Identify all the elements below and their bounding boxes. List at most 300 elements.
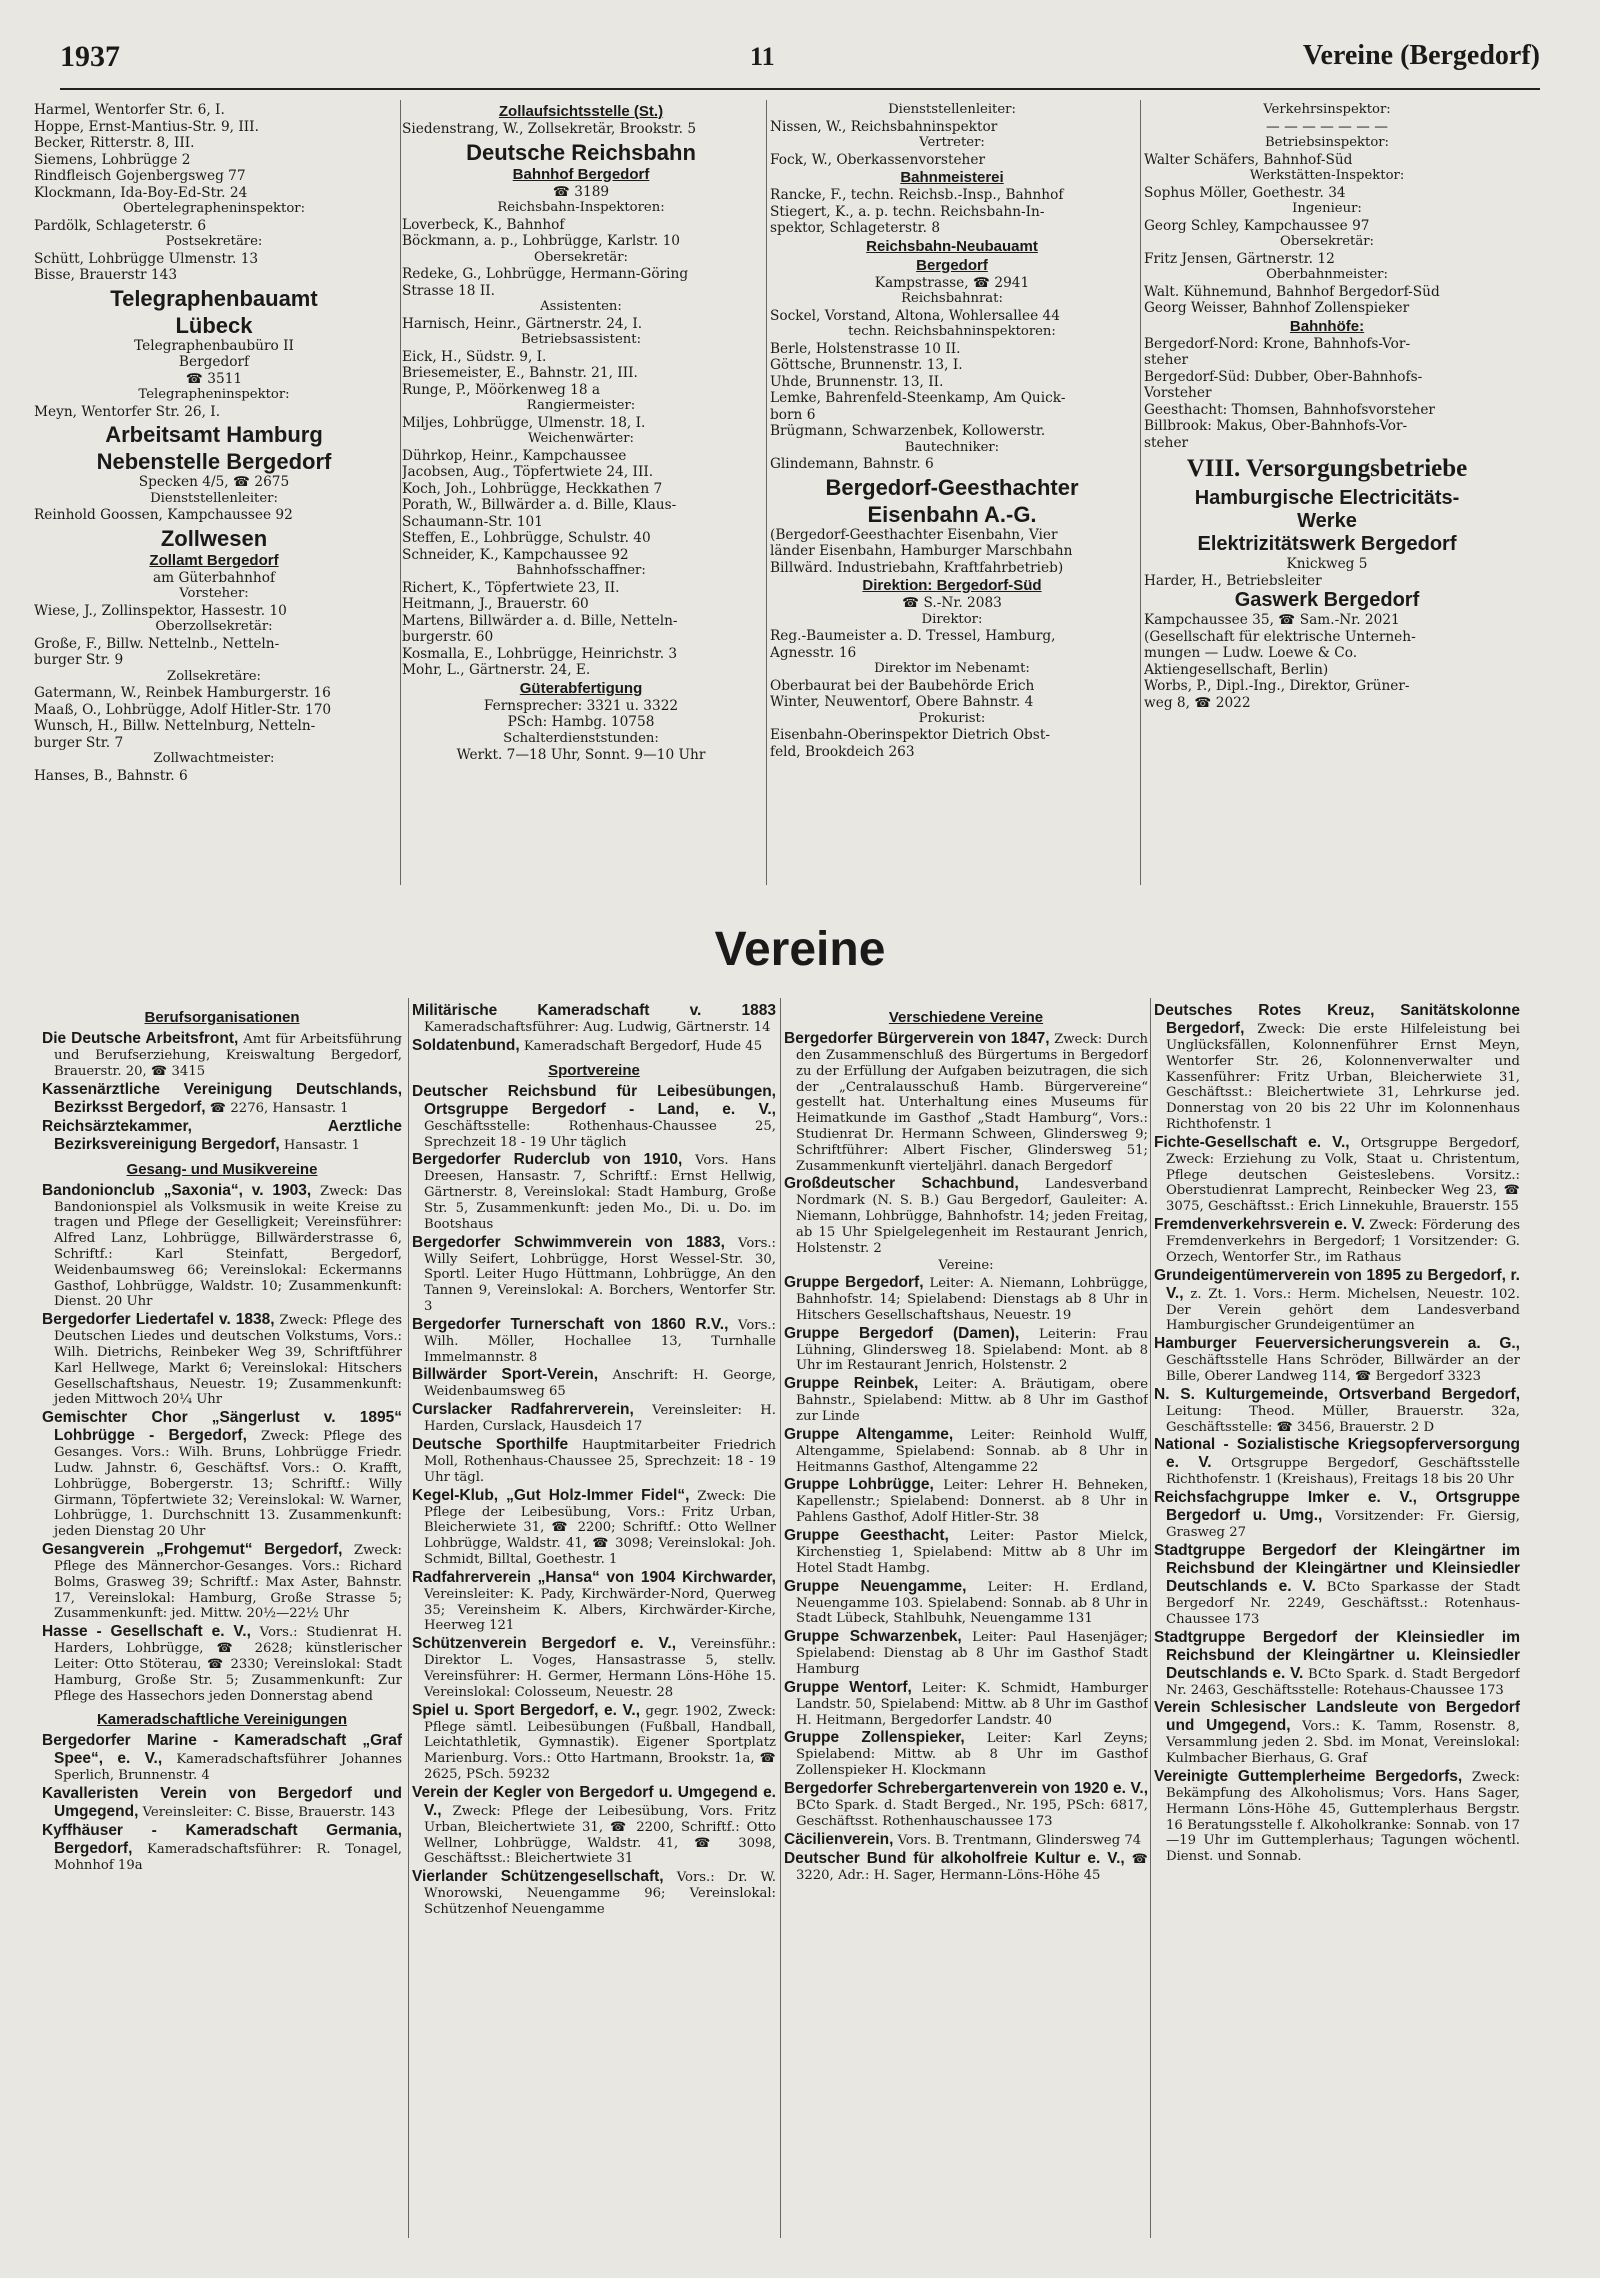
association-entry	[1154, 1335, 1520, 1385]
association-name: Gesangverein „Frohgemut“ Bergedorf,	[42, 1540, 343, 1558]
association-entry	[412, 1083, 776, 1151]
listing-line: Walt. Kühnemund, Bahnhof Bergedorf-Süd	[1144, 283, 1440, 300]
association-name: Reichsfachgruppe Imker e. V., Ortsgruppe Bergedorf u. Umg.,	[1154, 1489, 1520, 1525]
association-details: ☎ 2276, Hansastr. 1	[205, 1100, 349, 1116]
listing-line: Hoppe, Ernst-Mantius-Str. 9, III.	[34, 118, 259, 135]
role-label: Schalterdienststunden:	[503, 730, 659, 746]
association-entry	[412, 1868, 776, 1918]
role-label: Betriebsassistent:	[520, 332, 642, 347]
listing-line: (Bergedorf-Geesthachter Eisenbahn, Vier	[770, 526, 1058, 543]
listing-line: burger Str. 9	[34, 652, 124, 668]
association-details: Vors.: Wilh. Möller, Hochallee 13, Turnhalle Immelmannstr. 8	[424, 1317, 776, 1365]
association-name: Bergedorfer Turnerschaft von 1860 R.V.,	[412, 1315, 729, 1333]
role-label: Vertreter:	[919, 135, 985, 150]
listing-line: Bisse, Brauerstr 143	[34, 267, 178, 283]
listing-line: Nissen, W., Reichsbahninspektor	[770, 118, 998, 135]
association-name: Soldatenbund,	[412, 1036, 520, 1054]
association-details: Zweck: Pflege der Leibesübung, Vors. Fritz Urban, Bleichertwiete 31, ☎ 2200, Schriftf.: Otto Wellner, Lohbrügge, Waldstr. 41, ☎ 3098, Geschäftsst.: Bleichertwiete 31	[424, 1803, 776, 1867]
category-heading: Gesang- und Musikvereine	[126, 1160, 318, 1178]
listing-line: Pardölk, Schlageterstr. 6	[34, 217, 207, 234]
role-label: Reichsbahnrat:	[901, 291, 1003, 306]
listing-line: spektor, Schlageterstr. 8	[770, 220, 941, 236]
listing-line: Oberbaurat bei der Baubehörde Erich	[770, 677, 1035, 694]
association-details: Leiter: Lehrer H. Behneken, Kapellenstr.; Spielabend: Donnerst. ab 8 Uhr in Pahlens Gasthof, Adolf Hitler-Str. 38	[796, 1478, 1148, 1526]
association-details: Hauptmitarbeiter Friedrich Moll, Rothenhaus-Chaussee 25, Sprechzeit: 18 - 19 Uhr tägl.	[424, 1437, 776, 1485]
association-details: Vereinsleiter: H. Harden, Curslack, Hausdeich 17	[424, 1403, 776, 1435]
role-label: Bautechniker:	[904, 439, 1000, 455]
association-entry	[42, 1118, 402, 1154]
association-entry	[42, 1182, 402, 1311]
association-name: Hasse - Gesellschaft e. V.,	[42, 1623, 251, 1641]
listing-line: Geesthacht: Thomsen, Bahnhofsvorsteher	[1144, 401, 1435, 418]
association-entry	[412, 1037, 776, 1055]
association-name: Deutsches Rotes Kreuz, Sanitätskolonne Bergedorf,	[1154, 1002, 1520, 1037]
association-details: Zweck: Pflege des Gesanges. Vors.: Wilh. Bruns, Lohbrügge Friedr. Ludw. Jahnstr. 6, Geschäftsf. Vors.: O. Krafft, Lohbrügge, Bobergerstr. 13; Schriftf.: Willy Girmann, Töpfertwiete 32; Vereinslokal: W. Warner, Lohbrügge, 1. Durchschnitt 13. Zusammenkunft: jeden Dienstag 20 Uhr	[54, 1429, 402, 1540]
listing-line: Heitmann, J., Brauerstr. 60	[402, 596, 589, 612]
listing-line: Jacobsen, Aug., Töpfertwiete 24, III.	[402, 464, 654, 480]
office-heading: Reichsbahn-Neubauamt	[866, 237, 1038, 255]
role-label: Werkstätten-Inspektor:	[1249, 168, 1405, 183]
listing-line: Worbs, P., Dipl.-Ing., Direktor, Grüner-	[1144, 678, 1410, 694]
listing-line: burgerstr. 60	[402, 629, 494, 645]
vereine-column-1	[42, 1002, 402, 2242]
section-heading: Deutsche Reichsbahn	[466, 139, 696, 165]
association-name: Deutsche Sporthilfe	[412, 1435, 569, 1453]
association-details: ☎ 3220, Adr.: H. Sager, Hermann-Löns-Höhe 45	[796, 1851, 1148, 1883]
role-label: Postsekretäre:	[165, 234, 263, 249]
centered-info: Bergedorf	[178, 354, 250, 370]
association-details: Zweck: Förderung des Fremdenverkehrs in Bergedorf; 1 Vorsitzender: G. Orzech, Wentorfer Str., im Rathaus	[1166, 1217, 1520, 1265]
association-details: Ortsgruppe Bergedorf, Zweck: Erziehung zu Volk, Staat u. Christentum, Pflege deutschen Geisteslebens. Vorsitz.: Oberstudienrat Lamprecht, Reinbecker Weg 23, ☎ 3075, Geschäftsst.: Erich Linnekuhle, Brauerstr. 155	[1166, 1135, 1520, 1215]
association-details: Amt für Arbeitsführung und Berufserziehung, Kreiswaltung Bergedorf, Brauerstr. 20, ☎ 3415	[54, 1032, 402, 1079]
category-heading: Sportvereine	[548, 1061, 640, 1079]
association-name: Bergedorfer Bürgerverein von 1847,	[784, 1030, 1050, 1047]
listing-line: steher	[1144, 434, 1189, 451]
office-heading: Bahnhof Bergedorf	[512, 165, 650, 183]
association-entry	[412, 1569, 776, 1634]
association-details: Geschäftsstelle: Rothenhaus-Chaussee 25, Sprechzeit 18 - 19 Uhr täglich	[424, 1118, 776, 1150]
centered-info: Knickweg 5	[1286, 556, 1368, 572]
column-divider	[1140, 100, 1141, 885]
association-entry	[784, 1030, 1148, 1174]
listing-line: Miljes, Lohbrügge, Ulmenstr. 18, I.	[402, 414, 646, 431]
role-label: Direktor:	[921, 611, 983, 627]
listing-line: Aktiengesellschaft, Berlin)	[1144, 661, 1329, 678]
listing-line: Hanses, B., Bahnstr. 6	[34, 767, 188, 784]
association-name: Bergedorfer Marine - Kameradschaft „Graf Spee“, e. V.,	[42, 1732, 402, 1768]
association-entry	[1154, 1699, 1520, 1767]
association-name: Kegel-Klub, „Gut Holz-Immer Fidel“,	[412, 1486, 690, 1504]
role-label: Dienststellenleiter:	[888, 102, 1016, 117]
listing-line: (Gesellschaft für elektrische Unterneh-	[1144, 628, 1416, 645]
listing-line: Runge, P., Möörkenweg 18 a	[402, 381, 601, 398]
office-heading: Güterabfertigung	[519, 679, 643, 697]
office-heading: Bahnhöfe:	[1289, 317, 1365, 335]
association-details: Vorsitzender: Fr. Giersig, Grasweg 27	[1166, 1509, 1520, 1541]
association-details: Leiter: A. Niemann, Lohbrügge, Bahnhofstr. 14; Spielabend: Dienstags ab 8 Uhr in Hitschers Gesellschaftshaus, Neuestr. 19	[796, 1276, 1148, 1323]
association-name: Bergedorfer Schwimmverein von 1883,	[412, 1233, 725, 1251]
association-name: Großdeutscher Schachbund,	[784, 1175, 1019, 1193]
association-entry	[1154, 1768, 1520, 1865]
association-name: Verein der Kegler von Bergedorf u. Umgegend e. V.,	[412, 1783, 776, 1819]
association-details: Ortsgruppe Bergedorf, Geschäftsstelle Richthofenstr. 1 (Kreishaus), Freitags 18 bis 20 Uhr	[1166, 1456, 1520, 1488]
association-details: Kameradschaft Bergedorf, Hude 45	[519, 1038, 763, 1054]
listing-line: Agnesstr. 16	[770, 644, 857, 661]
association-name: Die Deutsche Arbeitsfront,	[42, 1030, 239, 1047]
listing-line: mungen — Ludw. Loewe & Co.	[1144, 645, 1358, 661]
role-label: Direktor im Nebenamt:	[874, 661, 1030, 676]
association-name: Reichsärztekammer, Aerztliche Bezirksvereinigung Bergedorf,	[42, 1117, 402, 1153]
association-details: Leiter: K. Schmidt, Hamburger Landstr. 50, Spielabend: Mittw. ab 8 Uhr im Gasthof H. Heitmann, Bergedorfer Landstr. 40	[796, 1680, 1148, 1728]
centered-info: Werkt. 7—18 Uhr, Sonnt. 9—10 Uhr	[456, 747, 706, 763]
listing-line: Siemens, Lohbrügge 2	[34, 151, 191, 168]
role-label: Prokurist:	[918, 710, 986, 726]
association-entry	[784, 1325, 1148, 1375]
association-name: National - Sozialistische Kriegsopferversorgung e. V.	[1154, 1436, 1520, 1472]
association-entry	[784, 1527, 1148, 1577]
association-name: Billwärder Sport-Verein,	[412, 1366, 599, 1384]
role-label: Rangiermeister:	[526, 398, 636, 413]
office-heading: Bahnmeisterei	[900, 169, 1004, 186]
listing-line: Georg Schley, Kampchaussee 97	[1144, 217, 1370, 234]
listing-line: Bergedorf-Nord: Krone, Bahnhofs-Vor-	[1144, 335, 1411, 352]
centered-info: ☎ 3511	[185, 370, 243, 387]
association-name: Gruppe Wentorf,	[784, 1678, 912, 1696]
listing-line: Becker, Ritterstr. 8, III.	[34, 135, 195, 151]
category-heading: Berufsorganisationen	[144, 1009, 300, 1026]
association-details: Vors.: Dr. W. Wnorowski, Neuengamme 96; Vereinslokal: Schützenhof Neuengamme	[424, 1870, 776, 1917]
association-details: z. Zt. 1. Vors.: Herm. Michelsen, Neuestr. 102. Der Verein gehört dem Landesverband Hamburgischer Grundeigentümer an	[1166, 1286, 1520, 1334]
listing-line: Loverbeck, K., Bahnhof	[402, 216, 565, 233]
listing-line: Koch, Joh., Lohbrügge, Heckkathen 7	[402, 480, 663, 497]
role-label: Ingenieur:	[1292, 201, 1362, 216]
association-details: Vors.: Willy Seifert, Lohbrügge, Horst Wessel-Str. 30, Sportl. Leiter Hugo Hüttmann, Lohbrügge, An den Tannen 9, Vereinslokal: A. Borchers, Wentorfer Str. 3	[424, 1235, 776, 1314]
section-heading: Telegraphenbauamt	[110, 285, 318, 311]
centered-info: Telegraphenbaubüro II	[134, 337, 294, 354]
column-divider	[780, 998, 781, 2238]
role-label: Reichsbahn-Inspektoren:	[497, 200, 665, 215]
association-entry	[42, 1030, 402, 1080]
listing-line: Vorsteher	[1144, 385, 1212, 401]
header-rule	[60, 88, 1540, 90]
association-name: Kassenärztliche Vereinigung Deutschlands, Bezirksst Bergedorf,	[42, 1080, 402, 1116]
role-label: Dienststellenleiter:	[150, 490, 278, 506]
listing-line: Reg.-Baumeister a. D. Tressel, Hamburg,	[770, 628, 1056, 644]
page-header	[60, 40, 1540, 84]
listing-line: Brügmann, Schwarzenbek, Kollowerstr.	[770, 423, 1046, 439]
office-heading: Zollamt Bergedorf	[149, 551, 279, 569]
association-details: Vors. Hans Dreesen, Hansastr. 7, Schriftf.: Ernst Hellwig, Gärtnerstr. 8, Vereinslokal: Stadt Hamburg, Große Str. 5, Zusammenkunft: jeden Mo., Di. u. Do. im Bootshaus	[424, 1153, 776, 1232]
association-name: Gemischter Chor „Sängerlust v. 1895“ Lohbrügge - Bergedorf,	[42, 1409, 402, 1445]
association-name: Bergedorfer Ruderclub von 1910,	[412, 1151, 683, 1169]
listing-line: Dührkop, Heinr., Kampchaussee	[402, 447, 627, 464]
association-entry	[1154, 1489, 1520, 1541]
listing-line: Billwärd. Industriebahn, Kraftfahrbetrieb)	[770, 559, 1064, 576]
association-entry	[412, 1151, 776, 1232]
sub-label: Vereine:	[938, 1257, 994, 1273]
column-divider	[400, 100, 401, 885]
association-entry	[784, 1679, 1148, 1729]
association-name: Cäcilienverein,	[784, 1830, 894, 1848]
role-label: Bahnhofsschaffner:	[516, 563, 646, 578]
association-details: Kameradschaftsführer: R. Tonagel, Mohnhof 19a	[54, 1842, 402, 1874]
association-name: Gruppe Lohbrügge,	[784, 1476, 934, 1494]
listing-line: Kampchaussee 35, ☎ Sam.-Nr. 2021	[1144, 612, 1400, 628]
association-name: Militärische Kameradschaft v. 1883	[412, 1002, 776, 1019]
listing-line: Böckmann, a. p., Lohbrügge, Karlstr. 10	[402, 233, 680, 249]
association-name: Grundeigentümerverein von 1895 zu Bergedorf, r. V.,	[1154, 1266, 1520, 1302]
association-name: Gruppe Bergedorf,	[784, 1274, 924, 1292]
association-details: Zweck: Das Bandonionspiel als Volksmusik in weite Kreise zu tragen und Pflege der Geselligkeit; Vereinsführer: Alfred Lanz, Lohbrügge, Billwärderstrasse 6, Schriftf.: Karl Steinfatt, Bergedorf, Weidenbaumsweg 66; Vereinslokal: Eckermanns Gasthof, Lohbrügge, Waldstr. 10; Zusammenkunft: Dienst. 20 Uhr	[54, 1183, 402, 1310]
role-label: Obertelegrapheninspektor:	[122, 201, 306, 216]
association-details: Vors.: Studienrat H. Harders, Lohbrügge, ☎ 2628; künstlerischer Leiter: Otto Stöterau, ☎ 2330; Vereinslokal: Stadt Hamburg, Große Str. 5; Zusammenkunft: Zur Pflege des Hassechors jeden Donnerstag abend	[54, 1625, 402, 1704]
association-details: gegr. 1902, Zweck: Pflege sämtl. Leibesübungen (Fußball, Handball, Leichtathletik, Gymnastik). Eigener Sportplatz Marienburg. Vors.: Otto Hartmann, Brookstr. 1a, ☎ 2625, PSch. 59232	[424, 1703, 776, 1782]
listing-line: Porath, W., Billwärder a. d. Bille, Klaus-	[402, 497, 677, 513]
listing-line: Redeke, G., Lohbrügge, Hermann-Göring	[402, 266, 689, 282]
role-label: Zollwachtmeister:	[153, 751, 275, 766]
listing-line: Walter Schäfers, Bahnhof-Süd	[1144, 151, 1353, 168]
listing-line: Eisenbahn-Oberinspektor Dietrich Obst-	[770, 727, 1050, 743]
association-entry	[412, 1234, 776, 1315]
association-entry	[42, 1311, 402, 1408]
association-entry	[42, 1409, 402, 1540]
listing-line: Billbrook: Makus, Ober-Bahnhofs-Vor-	[1144, 418, 1408, 434]
role-label: Telegrapheninspektor:	[138, 387, 290, 402]
association-details: Kameradschaftsführer: Aug. Ludwig, Gärtnerstr. 14	[424, 1020, 771, 1035]
centered-info: ☎ S.-Nr. 2083	[902, 595, 1002, 611]
listing-line: Wunsch, H., Billw. Nettelnburg, Netteln-	[34, 718, 316, 734]
association-entry	[784, 1578, 1148, 1628]
association-name: Gruppe Reinbek,	[784, 1375, 919, 1393]
page-year: 1937	[60, 40, 120, 73]
listing-line: Georg Weisser, Bahnhof Zollenspieker	[1144, 300, 1410, 316]
association-entry	[1154, 1267, 1520, 1335]
association-entry	[1154, 1436, 1520, 1488]
association-name: Curslacker Radfahrerverein,	[412, 1401, 634, 1419]
role-label: Obersekretär:	[1280, 234, 1374, 249]
association-name: Gruppe Altengamme,	[784, 1425, 954, 1443]
association-entry	[784, 1780, 1148, 1830]
listing-line: Kosmalla, E., Lohbrügge, Heinrichstr. 3	[402, 645, 678, 662]
association-details: Leiterin: Frau Lühning, Glindersweg 18. Spielabend: Mont. ab 8 Uhr im Restaurant Jenrich, Holstenstr. 2	[796, 1326, 1148, 1374]
listing-line: Sophus Möller, Goethestr. 34	[1144, 184, 1346, 201]
listing-line: burger Str. 7	[34, 734, 124, 751]
column-divider	[1150, 998, 1151, 2238]
listing-line: Maaß, O., Lohbrügge, Adolf Hitler-Str. 170	[34, 701, 332, 718]
association-entry	[412, 1635, 776, 1700]
association-entry	[784, 1729, 1148, 1779]
listing-line: Sockel, Vorstand, Altona, Wohlersallee 44	[770, 307, 1060, 324]
listing-line: Schneider, K., Kampchaussee 92	[402, 546, 629, 563]
association-name: Schützenverein Bergedorf e. V.,	[412, 1635, 677, 1653]
column-divider	[408, 998, 409, 2238]
listing-line: Uhde, Brunnenstr. 13, II.	[770, 373, 944, 390]
agencies-column-3	[770, 102, 1134, 897]
association-details: Zweck: Pflege des Männerchor-Gesanges. Vors.: Richard Bolms, Grasweg 39; Schriftf.: Max Aster, Bahnstr. 17, Vereinslokal: Hamburg, Große Strasse 5; Zusammenkunft: jed. Mittw. 20½—22½ Uhr	[54, 1542, 402, 1622]
section-heading: Werke	[1297, 510, 1357, 532]
section-heading: Bergedorf-Geesthachter	[825, 474, 1079, 500]
association-entry	[1154, 1542, 1520, 1628]
listing-line: Eick, H., Südstr. 9, I.	[402, 348, 547, 365]
association-name: Fremdenverkehrsverein e. V.	[1154, 1215, 1365, 1233]
association-entry	[412, 1436, 776, 1486]
association-name: Gruppe Zollenspieker,	[784, 1729, 965, 1747]
centered-info: Fernsprecher: 3321 u. 3322	[483, 697, 679, 714]
association-details: Landesverband Nordmark (N. S. B.) Gau Bergedorf, Gauleiter: A. Niemann, Lohbrügge, Bahnhofstr. 14; jeden Freitag, ab 15 Uhr Spielgelegenheit im Restaurant Jenrich, Holstenstr. 2	[796, 1177, 1148, 1256]
role-label: techn. Reichsbahninspektoren:	[848, 324, 1056, 339]
association-details: Leiter: H. Erdland, Neuengamme 103. Spielabend: Sonnab. ab 8 Uhr in Stadt Lübeck, Stahlbuhk, Neuengamme 131	[796, 1579, 1148, 1627]
association-name: N. S. Kulturgemeinde, Ortsverband Bergedorf,	[1154, 1385, 1520, 1403]
association-details: Anschrift: H. George, Weidenbaumsweg 65	[424, 1368, 776, 1400]
listing-line: Siedenstrang, W., Zollsekretär, Brookstr. 5	[402, 121, 697, 137]
association-details: Geschäftsstelle Hans Schröder, Billwärder an der Bille, Oberer Landweg 114, ☎ Bergedorf 3323	[1166, 1353, 1520, 1384]
office-heading: Bergedorf	[916, 256, 988, 274]
centered-info: Kampstrasse, ☎ 2941	[874, 274, 1030, 291]
column-divider	[766, 100, 767, 885]
role-label: Oberzollsekretär:	[155, 619, 273, 634]
association-entry	[784, 1476, 1148, 1526]
listing-line: Rindfleisch Gojenbergsweg 77	[34, 168, 246, 184]
association-details: Leiter: Karl Zeyns; Spielabend: Mittw. ab 8 Uhr im Gasthof Zollenspieker H. Klockmann	[796, 1731, 1148, 1779]
page-running-title: Vereine (Bergedorf)	[1302, 40, 1540, 71]
listing-line: Schütt, Lohbrügge Ulmenstr. 13	[34, 250, 259, 267]
association-name: Vereinigte Guttemplerheime Bergedorfs,	[1154, 1767, 1463, 1785]
listing-line: Lemke, Bahrenfeld-Steenkamp, Am Quick-	[770, 390, 1066, 406]
association-entry	[784, 1274, 1148, 1324]
vereine-column-2	[412, 1002, 776, 2242]
association-entry	[412, 1401, 776, 1435]
centered-info: am Güterbahnhof	[152, 569, 276, 586]
association-entry	[412, 1487, 776, 1568]
listing-line: Mohr, L., Gärtnerstr. 24, E.	[402, 662, 591, 678]
role-label: Vorsteher:	[179, 586, 249, 601]
association-details: BCto Sparkasse der Stadt Bergedorf Nr. 2249, Geschäftsst.: Rotenhaus-Chaussee 173	[1166, 1579, 1520, 1627]
association-name: Bandonionclub „Saxonia“, v. 1903,	[42, 1181, 312, 1199]
office-heading: Zollaufsichtsstelle (St.)	[498, 103, 664, 120]
listing-line: Glindemann, Bahnstr. 6	[770, 456, 934, 472]
association-name: Hamburger Feuerversicherungsverein a. G.,	[1154, 1335, 1520, 1353]
association-entry	[1154, 1002, 1520, 1133]
role-label: Assistenten:	[540, 299, 622, 314]
association-entry	[42, 1081, 402, 1117]
listing-line: born 6	[770, 406, 816, 423]
association-name: Stadtgruppe Bergedorf der Kleingärtner im Reichsbund der Kleingärtner und Kleinsiedler Deutschlands e. V.	[1154, 1541, 1520, 1595]
listing-line: Meyn, Wentorfer Str. 26, I.	[34, 403, 221, 420]
association-name: Stadtgruppe Bergedorf der Kleinsiedler im Reichsbund der Kleingärtner u. Kleinsiedler Deutschlands e. V.	[1154, 1628, 1520, 1682]
association-name: Gruppe Schwarzenbek,	[784, 1628, 962, 1646]
association-details: Leitung: Theod. Müller, Brauerstr. 32a, Geschäftsstelle: ☎ 3456, Brauerstr. 2 D	[1166, 1403, 1520, 1435]
listing-line: Harmel, Wentorfer Str. 6, I.	[34, 102, 225, 118]
listing-line: Richert, K., Töpfertwiete 23, II.	[402, 579, 620, 596]
centered-info: Specken 4/5, ☎ 2675	[138, 474, 290, 490]
association-details: Vereinsleiter: C. Bisse, Brauerstr. 143	[138, 1805, 396, 1821]
association-name: Spiel u. Sport Bergedorf, e. V.,	[412, 1701, 641, 1719]
association-name: Verein Schlesischer Landsleute von Bergedorf und Umgegend,	[1154, 1699, 1520, 1735]
listing-line: Winter, Neuwentorf, Obere Bahnstr. 4	[770, 694, 1034, 710]
association-name: Vierlander Schützengesellschaft,	[412, 1868, 664, 1886]
association-details: Zweck: Die erste Hilfeleistung bei Unglücksfällen, Kolonnenführer Ernst Meyn, Wentorfer Str. 26, Kolonnenverwalter und Kassenführer: Fritz Urban, Bleicherwiete 31, Geschäftsst.: Bleichertwiete 31, Lehrkurse jed. Donnerstag von 20 bis 22 Uhr im Kolonnenhaus Richthofenstr. 1	[1166, 1022, 1520, 1132]
association-entry	[42, 1623, 402, 1704]
vereine-section-title: Vereine	[714, 923, 886, 976]
association-details: Leiter: Reinhold Wulff, Altengamme, Spielabend: Sonnab. ab 8 Uhr in Heitmanns Gasthof, Altengamme 22	[796, 1427, 1148, 1475]
association-entry	[1154, 1216, 1520, 1266]
association-name: Fichte-Gesellschaft e. V.,	[1154, 1133, 1350, 1151]
association-entry	[412, 1784, 776, 1867]
office-heading: Direktion: Bergedorf-Süd	[862, 577, 1042, 594]
listing-line: feld, Brookdeich 263	[770, 743, 915, 760]
chapter-heading: VIII. Versorgungsbetriebe	[1186, 455, 1468, 482]
association-entry	[1154, 1386, 1520, 1436]
association-entry	[412, 1316, 776, 1366]
centered-info: ☎ 3189	[552, 183, 610, 200]
association-details: Vors. B. Trentmann, Glindersweg 74	[893, 1832, 1142, 1848]
centered-info: PSch: Hambg. 10758	[507, 714, 655, 730]
association-entry	[784, 1831, 1148, 1849]
vereine-column-4	[1154, 1002, 1520, 2242]
association-entry	[412, 1366, 776, 1400]
listing-line: Harnisch, Heinr., Gärtnerstr. 24, I.	[402, 315, 643, 332]
section-heading: Zollwesen	[160, 525, 268, 551]
listing-line: Strasse 18 II.	[402, 282, 496, 299]
association-entry	[412, 1002, 776, 1036]
listing-line: Klockmann, Ida-Boy-Ed-Str. 24	[34, 184, 248, 201]
category-heading: Verschiedene Vereine	[888, 1009, 1044, 1026]
association-name: Kyffhäuser - Kameradschaft Germania, Bergedorf,	[42, 1822, 402, 1858]
role-label: Betriebsinspektor:	[1264, 135, 1390, 150]
association-details: Leiter: A. Bräutigam, obere Bahnstr., Spielabend: Mittw. ab 8 Uhr im Gasthof zur Linde	[796, 1377, 1148, 1425]
listing-line: Fritz Jensen, Gärtnerstr. 12	[1144, 250, 1335, 267]
listing-line: Schaumann-Str. 101	[402, 513, 543, 530]
agencies-column-2	[402, 102, 760, 897]
association-details: Leiter: Pastor Mielck, Kirchenstieg 1, Spielabend: Mittw ab 8 Uhr im Hotel Stadt Hambg.	[796, 1529, 1148, 1576]
association-name: Gruppe Bergedorf (Damen),	[784, 1324, 1020, 1342]
association-name: Gruppe Geesthacht,	[784, 1527, 949, 1545]
association-entry	[784, 1375, 1148, 1425]
role-label: Zollsekretäre:	[167, 668, 261, 684]
association-name: Deutscher Bund für alkoholfreie Kultur e. V.,	[784, 1849, 1125, 1867]
association-name: Bergedorfer Liedertafel v. 1838,	[42, 1311, 275, 1329]
association-entry	[784, 1175, 1148, 1256]
listing-line: Bergedorf-Süd: Dubber, Ober-Bahnhofs-	[1144, 368, 1423, 385]
association-entry	[42, 1785, 402, 1821]
association-details: Kameradschaftsführer Johannes Sperlich, Brunnenstr. 4	[54, 1752, 402, 1784]
listing-line: Berle, Holstenstrasse 10 II.	[770, 340, 961, 357]
listing-line: länder Eisenbahn, Hamburger Marschbahn	[770, 543, 1073, 559]
association-name: Radfahrerverein „Hansa“ von 1904 Kirchwarder,	[412, 1568, 776, 1586]
listing-line: Stiegert, K., a. p. techn. Reichsbahn-In-	[770, 203, 1045, 220]
centered-info: — — — — — — —	[1266, 118, 1388, 135]
association-details: Hansastr. 1	[279, 1137, 361, 1153]
association-entry	[784, 1426, 1148, 1476]
association-name: Deutscher Reichsbund für Leibesübungen, Ortsgruppe Bergedorf - Land, e. V.,	[412, 1082, 776, 1118]
agencies-column-4	[1144, 102, 1510, 897]
role-label: Verkehrsinspektor:	[1263, 102, 1391, 117]
association-details: Zweck: Durch den Zusammenschluß des Bürgertums in Bergedorf zu der Erfüllung der Aufgaben beizutragen, die sich der „Centralausschuß Hamb. Bürgervereine“ gestellt hat. Unterhaltung eines Museums für Heimatkunde im Gasthof „Stadt Hamburg“, Vors.: Studienrat Dr. Hermann Schween, Glindersweg 9; Schriftführer: Albert Fischer, Glindersweg 51; Zusammenkunft vierteljährl. danach Bergedorf	[796, 1032, 1148, 1174]
agencies-column-1	[34, 102, 394, 897]
association-details: BCto Spark. d. Stadt Bergedorf Nr. 2463, Geschäftsstelle: Rotehaus-Chaussee 173	[1166, 1666, 1520, 1698]
association-entry	[42, 1732, 402, 1784]
role-label: Weichenwärter:	[528, 431, 634, 446]
association-details: Zweck: Bekämpfung des Alkoholismus; Vors. Hans Sager, Hermann Löns-Höhe 45, Guttemplerhaus Bergstr. 16 Beratungsstelle f. Alkoholkranke: Sonnab. von 17—19 Uhr im Guttemplerhaus; Tagungen wöchentl. Dienst. und Sonnab.	[1166, 1769, 1520, 1865]
vereine-column-3	[784, 1002, 1148, 2242]
section-heading: Gaswerk Bergedorf	[1234, 589, 1420, 611]
association-entry	[784, 1850, 1148, 1884]
listing-line: Reinhold Goossen, Kampchaussee 92	[34, 507, 293, 523]
listing-line: Fock, W., Oberkassenvorsteher	[770, 151, 986, 168]
role-label: Obersekretär:	[534, 249, 628, 265]
listing-line: Rancke, F., techn. Reichsb.-Insp., Bahnhof	[770, 187, 1064, 203]
page-number: 11	[750, 42, 775, 71]
